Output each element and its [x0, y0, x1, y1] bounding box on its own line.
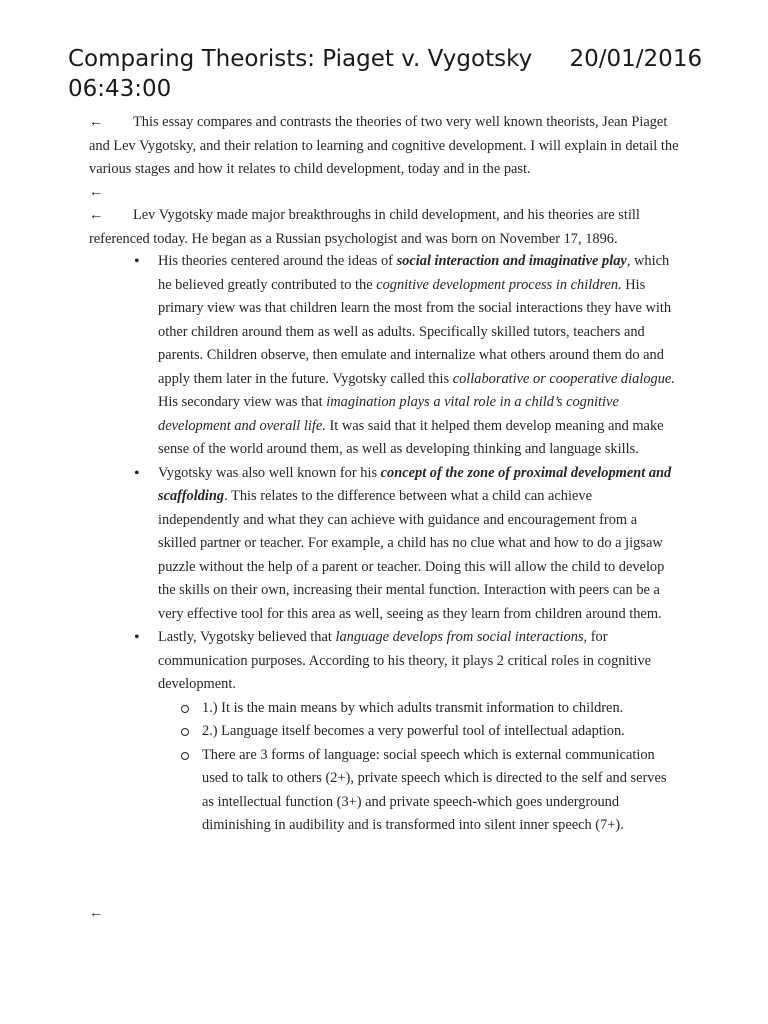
- empty-arrow-line: [89, 181, 689, 205]
- list-item-social-interaction: • His theories centered around the ideas of social interaction and imaginative play, which he believed greatly contributed to the cognitive development process in children. His primary view was that children learn the most from the social interactions they have with other children around them as well as adults. Specifically skilled tutors, teachers and parents. Children observe, then emulate and internalize what others around them do and apply them later in the future. Vygotsky called this collaborative or cooperative dialogue. His secondary view was that imagination plays a vital role in a child’s cognitive development and overall life. It was said that it helped them develop meaning and make sense of the world around them, as well as developing thinking and language skills.: [158, 250, 675, 462]
- sublist-item: 1.) It is the main means by which adults transmit information to children.: [158, 697, 675, 721]
- document-header: [68, 44, 728, 104]
- list-item-zone-of-proximal-development: • Vygotsky was also well known for his concept of the zone of proximal development and scaffolding. This relates to the difference between what a child can achieve independently and what they can achieve with guidance and encouragement from a skilled partner or teacher. For example, a child has no clue what and how to do a jigsaw puzzle without the help of a parent or teacher. Doing this will allow the child to develop the skills on their own, increasing their mental function. Interaction with peers can be a very effective tool for this area as well, seeing as they learn from children around them.: [158, 462, 675, 627]
- emphasis-social-interaction: social interaction and imaginative play: [396, 253, 627, 269]
- intro-paragraph: [89, 111, 689, 182]
- emphasis-imagination: imagination plays a vital role in a child’s cognitive development and overall life.: [158, 394, 619, 434]
- emphasis-zone-of-proximal-development: concept of the zone of proximal development and scaffolding: [158, 464, 672, 504]
- emphasis-cognitive-development: cognitive development process in children.: [376, 276, 622, 293]
- intro-text: This essay compares and contrasts the theories of two very well known theorists, Jean Piaget and Lev Vygotsky, and their relation to learning and cognitive development. I will explain in detail the various stages and how it relates to child development, today and in the past.: [89, 114, 679, 177]
- vygotsky-intro-paragraph: [89, 204, 689, 251]
- left-arrow-icon: ←: [89, 207, 104, 223]
- vygotsky-theory-list: [158, 250, 675, 838]
- sublist-item: 2.) Language itself becomes a very powerful tool of intellectual adaption.: [158, 720, 675, 744]
- language-roles-sublist: [158, 697, 675, 838]
- emphasis-collaborative-dialogue: collaborative or cooperative dialogue.: [452, 370, 675, 387]
- emphasis-language-develops: language develops from social interactions: [335, 629, 584, 645]
- left-arrow-icon: ←: [89, 184, 104, 200]
- list-item-language-development: • Lastly, Vygotsky believed that language develops from social interactions, for communication purposes. According to his theory, it plays 2 critical roles in cognitive development. 1.) It is the main means by which adults transmit information to children. 2.) Language itself becomes a very powerful tool of intellectual adaption. There are 3 forms of language: social speech which is external communication used to talk to others (2+), private speech which is directed to the self and serves as intellectual function (3+) and private speech-which goes underground diminishing in audibility and is transformed into silent inner speech (7+).: [158, 626, 675, 838]
- document-time: 06:43:00: [68, 76, 172, 102]
- left-arrow-icon: ←: [89, 114, 104, 130]
- document-date: 20/01/2016: [569, 46, 703, 72]
- document-title: Comparing Theorists: Piaget v. Vygotsky: [68, 46, 533, 72]
- trailing-arrow-line: [89, 902, 689, 926]
- sublist-item: There are 3 forms of language: social speech which is external communication used to talk to others (2+), private speech which is directed to the self and serves as intellectual function (3+) and private speech-which goes underground diminishing in audibility and is transformed into silent inner speech (7+).: [158, 744, 675, 838]
- vygotsky-intro-text: Lev Vygotsky made major breakthroughs in child development, and his theories are still referenced today. He began as a Russian psychologist and was born on November 17, 1896.: [89, 207, 640, 247]
- left-arrow-icon: ←: [89, 905, 104, 921]
